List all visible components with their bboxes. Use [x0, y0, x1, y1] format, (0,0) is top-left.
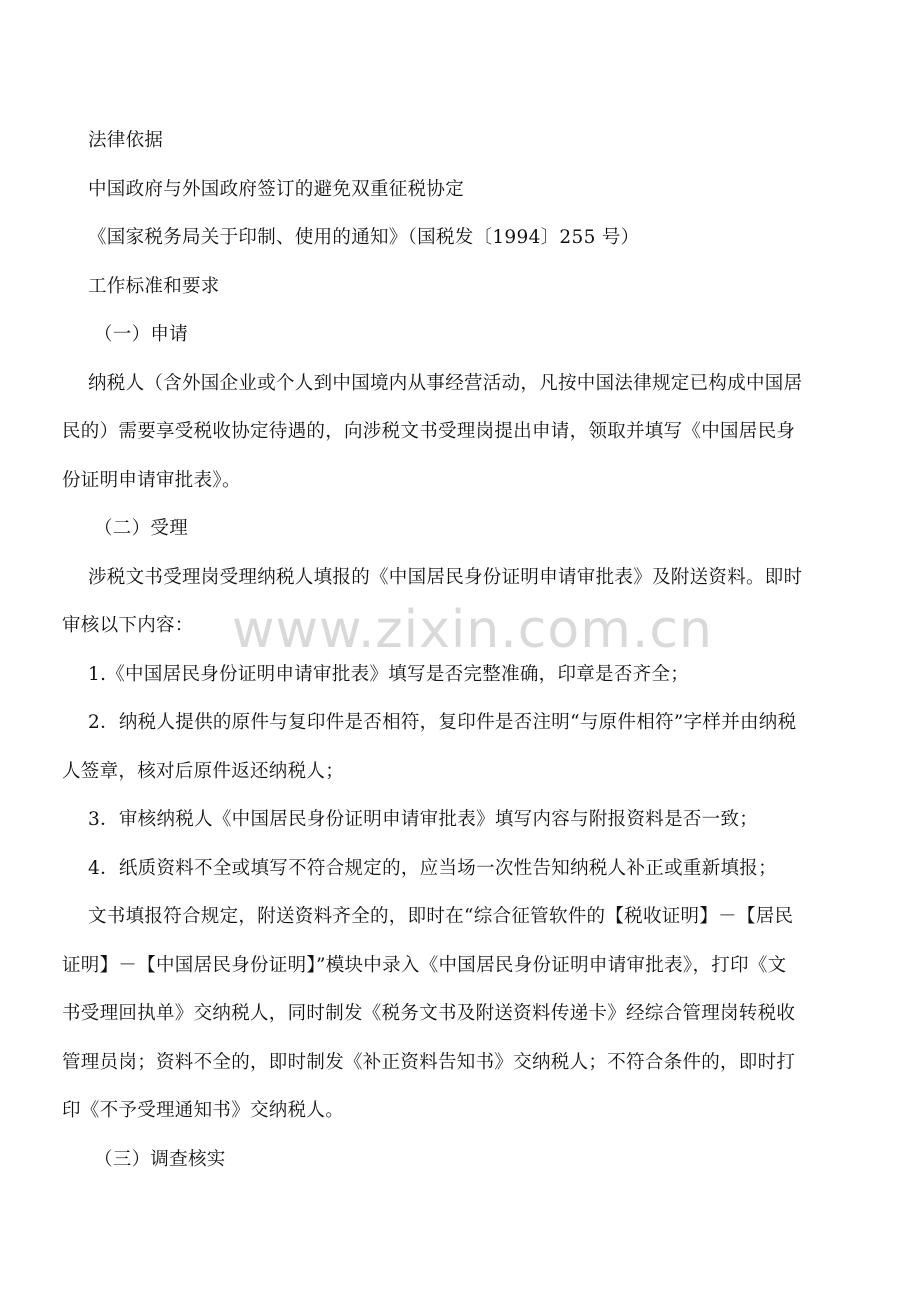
paragraph-line: 人签章，核对后原件返还纳税人；	[62, 760, 345, 782]
paragraph-line: 管理员岗；资料不全的，即时制发《补正资料告知书》交纳税人；不符合条件的，即时打	[62, 1051, 796, 1073]
paragraph-first-line: （二）受理	[94, 518, 189, 539]
paragraph-first-line: 中国政府与外国政府签订的避免双重征税协定	[88, 178, 465, 200]
paragraph	[62, 893, 862, 1136]
paragraph-line: 书受理回执单》交纳税人，同时制发《税务文书及附送资料传递卡》经综合管理岗转税收	[62, 1003, 796, 1024]
paragraph-first-line: （三）调查核实	[94, 1148, 226, 1170]
paragraph-line: 印《不予受理通知书》交纳税人。	[62, 1100, 345, 1121]
paragraph-first-line: （一）申请	[94, 324, 189, 345]
paragraph	[62, 699, 862, 796]
paragraph-first-line: 纳税人（含外国企业或个人到中国境内从事经营活动，凡按中国法律规定已构成中国居	[88, 372, 803, 394]
paragraph	[62, 845, 862, 894]
paragraph	[62, 117, 862, 166]
paragraph-first-line: 涉税文书受理岗受理纳税人填报的《中国居民身份证明申请审批表》及附送资料。即时	[88, 566, 803, 588]
paragraph-first-line: 3．审核纳税人《中国居民身份证明申请审批表》填写内容与附报资料是否一致；	[88, 809, 759, 830]
paragraph	[62, 651, 862, 700]
paragraph	[62, 1136, 862, 1185]
paragraph-first-line: 《国家税务局关于印制、使用的通知》（国税发〔1994〕255 号）	[88, 227, 640, 248]
paragraph-first-line: 4．纸质资料不全或填写不符合规定的，应当场一次性告知纳税人补正或重新填报；	[88, 857, 777, 879]
paragraph-first-line: 文书填报符合规定，附送资料齐全的，即时在“综合征管软件的【税收证明】－【居民	[88, 906, 794, 927]
paragraph-first-line: 工作标准和要求	[88, 275, 220, 297]
document-body	[62, 117, 862, 1184]
paragraph-line: 份证明申请审批表》。	[62, 469, 241, 491]
paragraph	[62, 796, 862, 845]
paragraph	[62, 263, 862, 312]
paragraph-line: 民的）需要享受税收协定待遇的，向涉税文书受理岗提出申请，领取并填写《中国居民身	[62, 421, 796, 442]
paragraph	[62, 214, 862, 263]
paragraph	[62, 360, 862, 506]
paragraph-first-line: 1.《中国居民身份证明申请审批表》填写是否完整准确，印章是否齐全；	[88, 663, 690, 685]
paragraph	[62, 505, 862, 554]
paragraph	[62, 554, 862, 651]
paragraph-line: 证明】－【中国居民身份证明】”模块中录入《中国居民身份证明申请审批表》，打印《文	[62, 954, 787, 976]
watermark: www.zixin.com.cn	[232, 600, 713, 660]
paragraph	[62, 166, 862, 215]
paragraph-line: 审核以下内容：	[62, 615, 194, 636]
paragraph-first-line: 2．纳税人提供的原件与复印件是否相符，复印件是否注明“与原件相符”字样并由纳税	[88, 712, 797, 733]
paragraph	[62, 311, 862, 360]
paragraph-first-line: 法律依据	[88, 130, 164, 151]
